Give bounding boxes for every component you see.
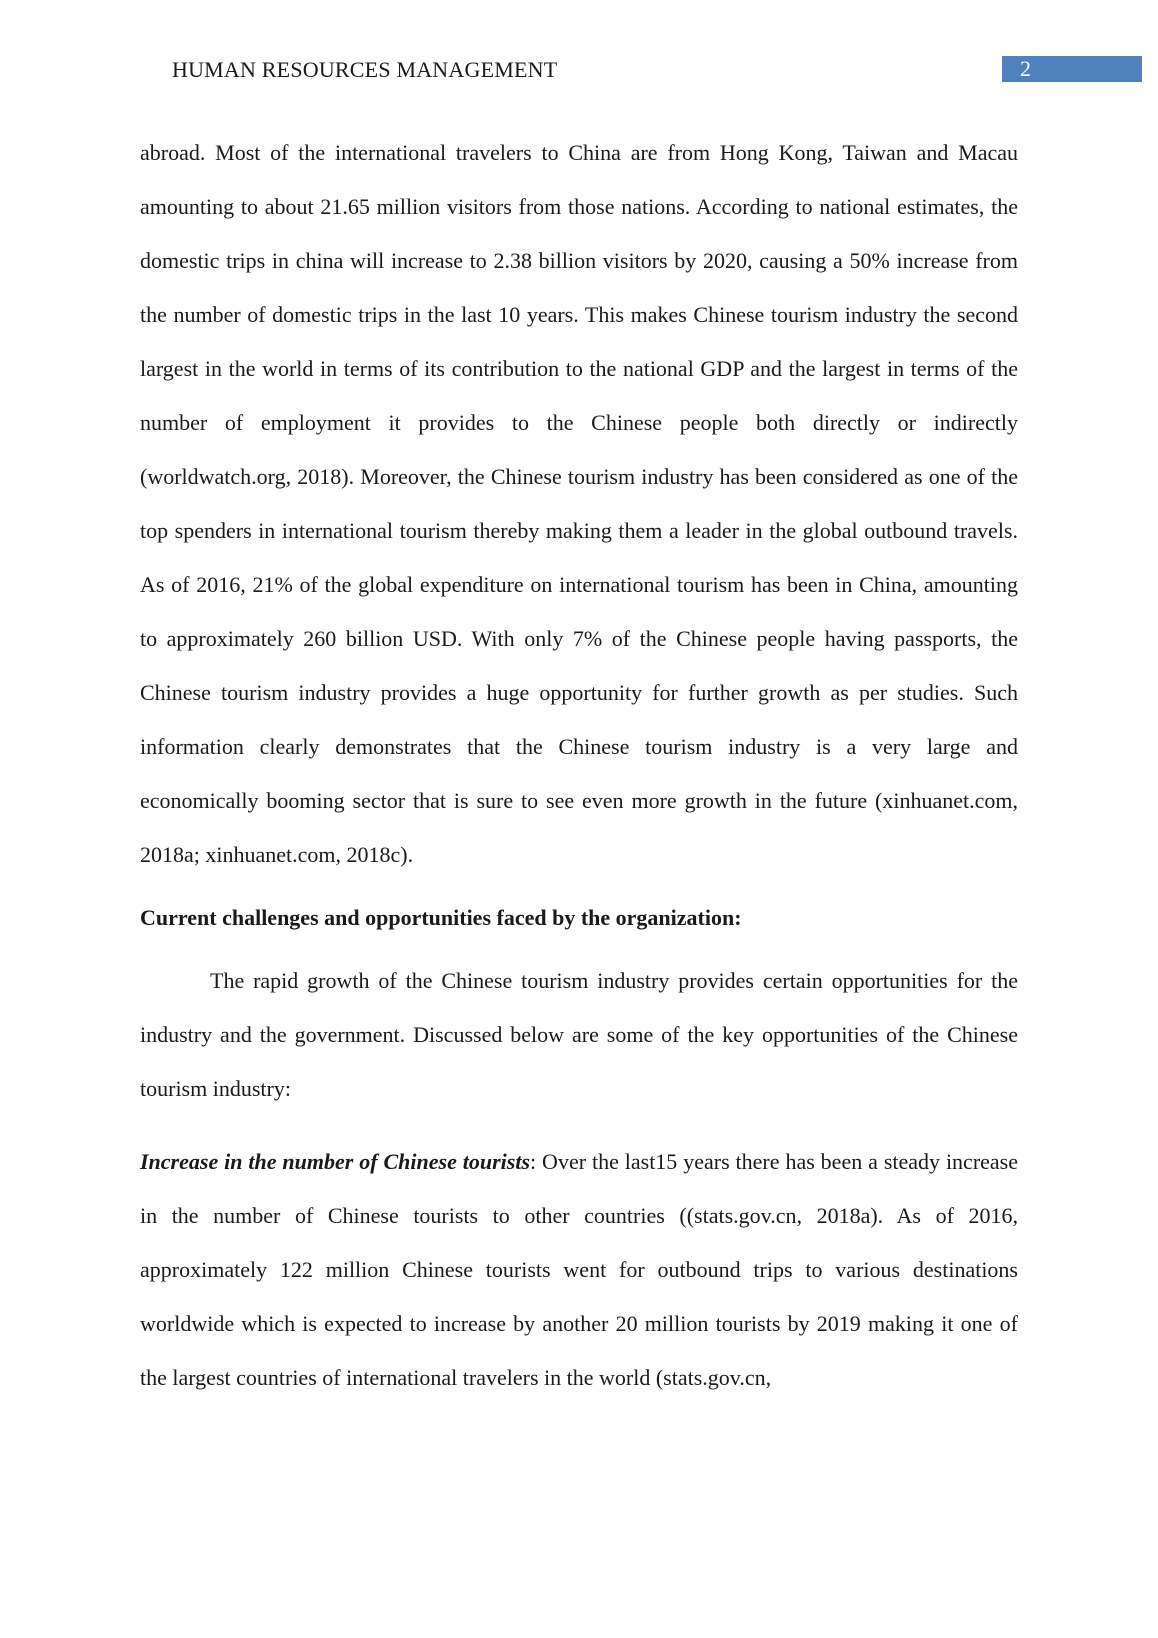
- section-heading-challenges: Current challenges and opportunities faced by the organization:: [140, 905, 742, 930]
- paragraph-tourist-increase: [140, 1135, 1018, 1405]
- paragraph-tourism-overview: abroad. Most of the international travelers to China are from Hong Kong, Taiwan and Macau amounting to about 21.65 million visitors from those nations. According to national estimates, the domestic trips in china will increase to 2.38 billion visitors by 2020, causing a 50% increase from the number of domestic trips in the last 10 years. This makes Chinese tourism industry the second largest in the world in terms of its contribution to the national GDP and the largest in terms of the number of employment it provides to the Chinese people both directly or indirectly (worldwatch.org, 2018). Moreover, the Chinese tourism industry has been considered as one of the top spenders in international tourism thereby making them a leader in the global outbound travels. As of 2016, 21% of the global expenditure on international tourism has been in China, amounting to approximately 260 billion USD. With only 7% of the Chinese people having passports, the Chinese tourism industry provides a huge opportunity for further growth as per studies. Such information clearly demonstrates that the Chinese tourism industry is a very large and economically booming sector that is sure to see even more growth in the future (xinhuanet.com, 2018a; xinhuanet.com, 2018c).: [140, 140, 1018, 867]
- paragraph-opportunities-intro: The rapid growth of the Chinese tourism industry provides certain opportunities for the industry and the government. Discussed below are some of the key opportunities of the Chinese tourism industry:: [140, 968, 1018, 1101]
- paragraph-lead-label: Increase in the number of Chinese tourists: [140, 1149, 531, 1174]
- document-body: [140, 126, 1018, 1405]
- page-number-box: [1002, 56, 1142, 82]
- page-number: 2: [1020, 56, 1031, 81]
- paragraph-tourist-increase-body: : Over the last15 years there has been a steady increase in the number of Chinese tourists to other countries ((stats.gov.cn, 2018a). As of 2016, approximately 122 million Chinese tourists went for outbound trips to various destinations worldwide which is expected to increase by another 20 million tourists by 2019 making it one of the largest countries of international travelers in the world (stats.gov.cn,: [140, 1149, 1018, 1390]
- running-header-title: HUMAN RESOURCES MANAGEMENT: [172, 57, 558, 82]
- page-header: [0, 56, 1158, 84]
